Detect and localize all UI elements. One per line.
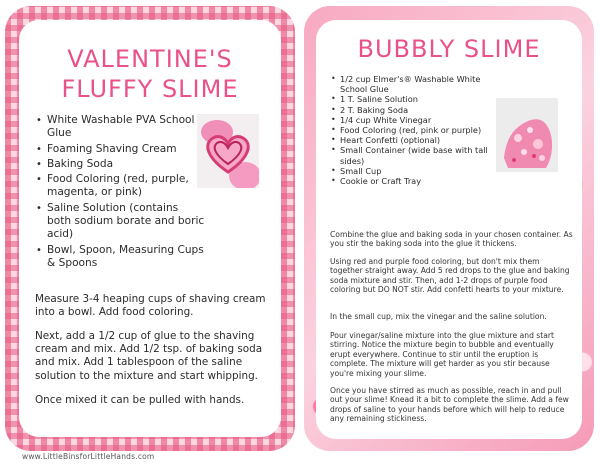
list-item: • Baking Soda (35, 158, 205, 171)
bubbly-slime-step-3: In the small cup, mix the vinegar and the saline solution. (330, 312, 547, 321)
bubbly-slime-title: BUBBLY SLIME (357, 35, 541, 63)
website-url: www.LittleBinsforLittleHands.com (22, 452, 155, 461)
bubbly-slime-step-4: Pour vinegar/saline mixture into the glue mixture and start stirring. Notice the mixture begin to bubble and eventually erupt everywhere. Continue to stir until the eruption is complete. The mixture will get harder as you stir because you're mixing your slime. (330, 331, 554, 378)
fluffy-slime-step-3: Once mixed it can be pulled with hands. (35, 394, 245, 406)
list-item: • 1 T. Saline Solution (330, 94, 500, 104)
list-item: • Food Coloring (red, pink or purple) (330, 125, 500, 135)
fluffy-slime-title-line2: FLUFFY SLIME (61, 75, 239, 103)
fluffy-slime-title (19, 44, 281, 104)
list-item: • Small Container (wide base with tall sides) (330, 145, 500, 165)
fluffy-slime-title-line1: VALENTINE'S (67, 45, 233, 73)
bubbly-slime-step-2: Using red and purple food coloring, but don't mix them together straight away. Add 5 red drops to the glue and baking soda mixture and stir. Then, add 1-2 drops of purple food coloring but DO NOT stir. Add confetti hearts to your mixture. (330, 257, 570, 295)
list-item: • Foaming Shaving Cream (35, 143, 205, 156)
list-item: • 2 T. Baking Soda (330, 105, 500, 115)
list-item: • White Washable PVA School Glue (35, 114, 205, 141)
fluffy-slime-ingredient-list (35, 114, 205, 272)
list-item: • Saline Solution (contains both sodium borate and boric acid) (35, 202, 205, 242)
bubbly-pink-slime-photo (496, 98, 558, 172)
fluffy-slime-card (5, 6, 295, 451)
list-item: • Small Cup (330, 166, 500, 176)
bubbly-slime-ingredient-list (330, 74, 500, 186)
bubbly-slime-card (304, 6, 594, 451)
bubbly-slime-icon (496, 98, 558, 172)
list-item: • Cookie or Craft Tray (330, 176, 500, 186)
list-item: • Bowl, Spoon, Measuring Cups & Spoons (35, 244, 205, 271)
fluffy-slime-step-1: Measure 3-4 heaping cups of shaving cream into a bowl. Add food coloring. (35, 293, 266, 319)
pink-heart-slime-photo (197, 114, 259, 188)
list-item: • 1/2 cup Elmer's® Washable White School Glue (330, 74, 500, 94)
bubbly-slime-step-5: Once you have stirred as much as possible, reach in and pull out your slime! Knead it a bit to complete the slime. Add a few drops of saline to your hands before which will help to reduce any remaining stickiness. (330, 386, 569, 424)
fluffy-slime-step-2: Next, add a 1/2 cup of glue to the shaving cream and mix. Add 1/2 tsp. of baking soda and mix. Add 1 tablespoon of the saline solution to the mixture and start whipping. (35, 330, 263, 382)
list-item: • Food Coloring (red, purple, magenta, or pink) (35, 173, 205, 200)
fluffy-slime-panel (19, 20, 281, 437)
bubbly-slime-step-1: Combine the glue and baking soda in your chosen container. As you stir the baking soda into the glue it thickens. (330, 230, 573, 249)
bubbly-slime-panel (316, 20, 582, 439)
list-item: • Heart Confetti (optional) (330, 135, 500, 145)
list-item: • 1/4 cup White Vinegar (330, 115, 500, 125)
heart-slime-icon (197, 114, 259, 188)
